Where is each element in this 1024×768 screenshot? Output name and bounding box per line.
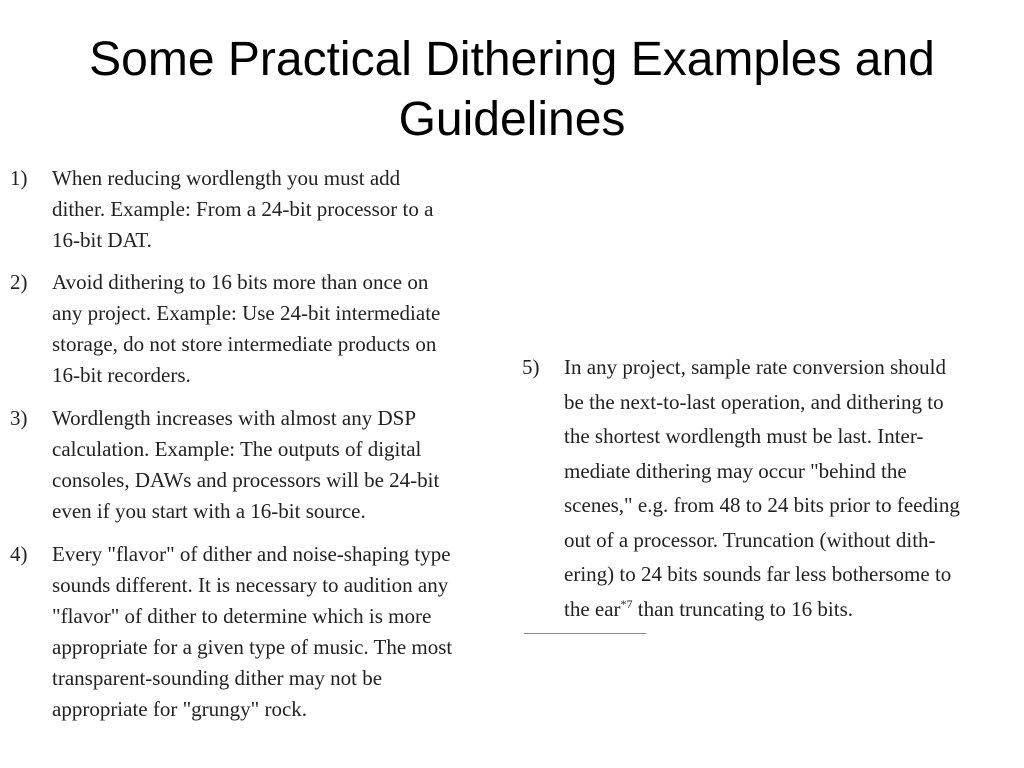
- text-line: be the next-to-last operation, and dithering to: [564, 389, 944, 414]
- text-line: even if you start with a 16-bit source.: [52, 499, 366, 523]
- text-line: Every "flavor" of dither and noise-shaping type: [52, 542, 451, 566]
- text-line: dither. Example: From a 24-bit processor to a: [52, 197, 434, 221]
- footnote-divider: [524, 633, 646, 634]
- footnote-mark: *7: [620, 596, 633, 611]
- item-text: [52, 267, 440, 391]
- text-line: storage, do not store intermediate products on: [52, 332, 437, 356]
- text-line-last: [564, 592, 960, 627]
- text-line: sounds different. It is necessary to audition any: [52, 573, 449, 597]
- item-number: 2): [10, 270, 28, 294]
- text-line: 16-bit DAT.: [52, 228, 152, 252]
- text-line: appropriate for "grungy" rock.: [52, 697, 308, 721]
- text-line: any project. Example: Use 24-bit intermediate: [52, 301, 441, 325]
- text-fragment: the ear: [564, 596, 621, 621]
- text-line: out of a processor. Truncation (without dith-: [564, 527, 936, 552]
- text-line: mediate dithering may occur "behind the: [564, 458, 907, 483]
- text-line: Wordlength increases with almost any DSP: [52, 406, 417, 430]
- item-number: 4): [10, 542, 28, 566]
- item-text: [52, 403, 439, 527]
- text-line: "flavor" of dither to determine which is more: [52, 604, 432, 628]
- text-line: ering) to 24 bits sounds far less bothersome to: [564, 562, 952, 586]
- item-number: 3): [10, 406, 28, 430]
- text-line: transparent-sounding dither may not be: [52, 666, 383, 690]
- text-line: In any project, sample rate conversion should: [564, 355, 946, 379]
- item-text: [52, 163, 433, 256]
- item-number: 1): [10, 166, 28, 190]
- text-line: calculation. Example: The outputs of digital: [52, 437, 422, 461]
- item-text: [564, 350, 960, 626]
- item-number: 5): [522, 355, 540, 379]
- text-line: appropriate for a given type of music. The most: [52, 635, 453, 659]
- text-fragment: than truncating to 16 bits.: [632, 596, 854, 621]
- text-line: 16-bit recorders.: [52, 363, 191, 387]
- text-line: the shortest wordlength must be last. Inter-: [564, 424, 924, 448]
- text-line: Avoid dithering to 16 bits more than once on: [52, 270, 429, 294]
- item-text: [52, 539, 452, 725]
- slide-title: Some Practical Dithering Examples and Guidelines: [89, 33, 935, 146]
- text-line: consoles, DAWs and processors will be 24-bit: [52, 468, 440, 492]
- text-line: When reducing wordlength you must add: [52, 166, 401, 190]
- text-line: scenes," e.g. from 48 to 24 bits prior to feeding: [564, 493, 960, 517]
